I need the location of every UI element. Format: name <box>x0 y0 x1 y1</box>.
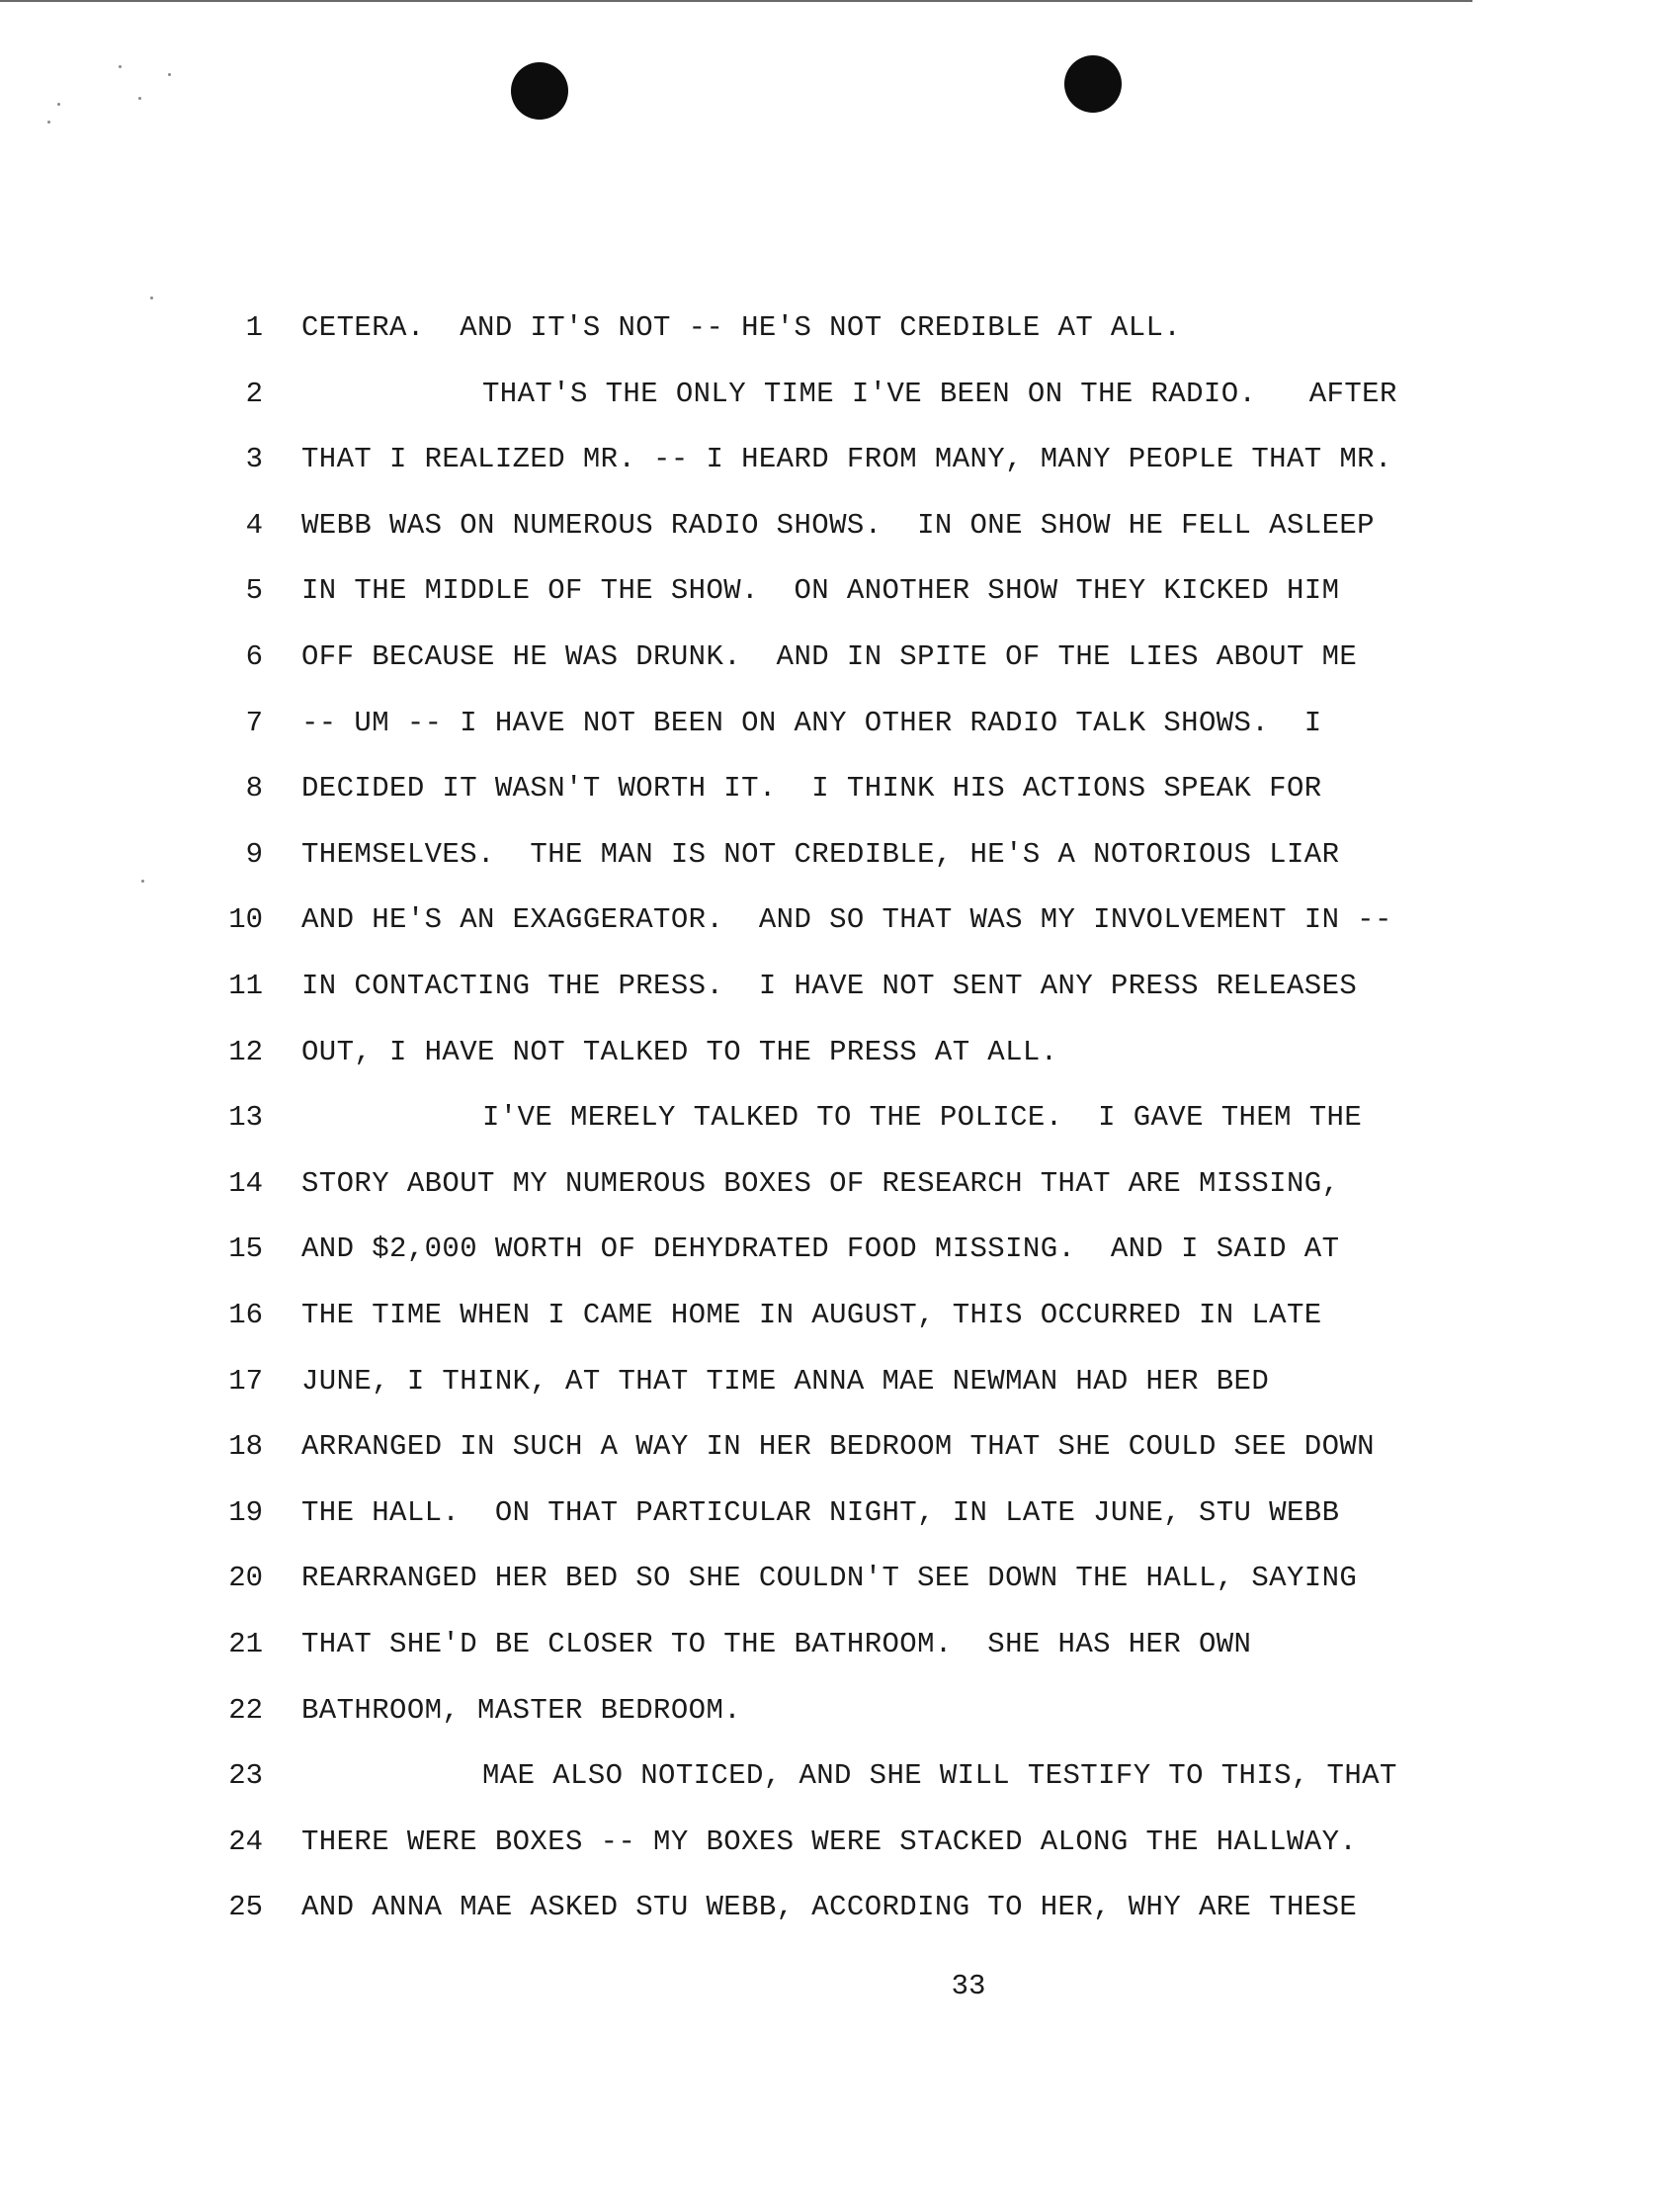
line-text: WEBB WAS ON NUMEROUS RADIO SHOWS. IN ONE SHOW HE FELL ASLEEP <box>301 508 1375 542</box>
transcript-line <box>0 1286 1680 1345</box>
line-number: 18 <box>228 1430 263 1464</box>
transcript-line <box>0 1878 1680 1937</box>
line-text: I'VE MERELY TALKED TO THE POLICE. I GAVE THEM THE <box>482 1101 1363 1135</box>
transcript-line <box>0 628 1680 687</box>
line-text: MAE ALSO NOTICED, AND SHE WILL TESTIFY TO THIS, THAT <box>482 1759 1397 1793</box>
line-number: 21 <box>228 1628 263 1660</box>
line-text: DECIDED IT WASN'T WORTH IT. I THINK HIS ACTIONS SPEAK FOR <box>301 772 1322 806</box>
transcript-line <box>0 1615 1680 1674</box>
line-number: 14 <box>228 1166 263 1200</box>
transcript-line <box>0 1023 1680 1082</box>
page-number: 33 <box>951 1970 986 2002</box>
transcript-line <box>0 825 1680 885</box>
line-text: AND $2,000 WORTH OF DEHYDRATED FOOD MISSING. AND I SAID AT <box>301 1232 1340 1266</box>
line-text: JUNE, I THINK, AT THAT TIME ANNA MAE NEWMAN HAD HER BED <box>301 1364 1270 1398</box>
line-number: 9 <box>245 837 263 871</box>
line-number: 7 <box>245 706 263 739</box>
line-text: THEMSELVES. THE MAN IS NOT CREDIBLE, HE'S A NOTORIOUS LIAR <box>301 837 1340 871</box>
line-number: 20 <box>228 1562 263 1595</box>
transcript-line <box>0 1352 1680 1411</box>
line-text: REARRANGED HER BED SO SHE COULDN'T SEE DOWN THE HALL, SAYING <box>301 1562 1358 1595</box>
line-number: 24 <box>228 1825 263 1858</box>
transcript-line <box>0 1549 1680 1608</box>
line-text: CETERA. AND IT'S NOT -- HE'S NOT CREDIBLE AT ALL. <box>301 311 1182 344</box>
transcript-line <box>0 1813 1680 1872</box>
line-text: THAT'S THE ONLY TIME I'VE BEEN ON THE RADIO. AFTER <box>482 377 1397 410</box>
transcript-line <box>0 891 1680 950</box>
line-text: IN THE MIDDLE OF THE SHOW. ON ANOTHER SHOW THEY KICKED HIM <box>301 574 1340 608</box>
transcript-line <box>0 1417 1680 1477</box>
transcript-line <box>0 496 1680 555</box>
line-number: 19 <box>228 1495 263 1529</box>
line-number: 17 <box>228 1364 263 1398</box>
line-number: 5 <box>245 574 263 608</box>
line-number: 1 <box>245 311 263 344</box>
transcript-line <box>0 365 1680 424</box>
transcript-line <box>0 1484 1680 1543</box>
line-text: AND HE'S AN EXAGGERATOR. AND SO THAT WAS MY INVOLVEMENT IN -- <box>301 903 1392 937</box>
transcript-line <box>0 957 1680 1016</box>
line-text: IN CONTACTING THE PRESS. I HAVE NOT SENT ANY PRESS RELEASES <box>301 970 1358 1002</box>
line-number: 10 <box>228 903 263 937</box>
line-number: 23 <box>228 1759 263 1793</box>
line-text: THE HALL. ON THAT PARTICULAR NIGHT, IN LATE JUNE, STU WEBB <box>301 1495 1340 1529</box>
transcript-line <box>0 694 1680 753</box>
line-number: 13 <box>228 1101 263 1135</box>
line-text: OUT, I HAVE NOT TALKED TO THE PRESS AT ALL. <box>301 1035 1058 1068</box>
line-text: THERE WERE BOXES -- MY BOXES WERE STACKED ALONG THE HALLWAY. <box>301 1825 1358 1858</box>
line-number: 15 <box>228 1232 263 1266</box>
transcript-line <box>0 1681 1680 1740</box>
line-text: BATHROOM, MASTER BEDROOM. <box>301 1693 742 1727</box>
transcript-line <box>0 430 1680 489</box>
transcript-line <box>0 759 1680 818</box>
transcript-line <box>0 561 1680 621</box>
line-number: 25 <box>228 1891 263 1924</box>
transcript-line <box>0 1154 1680 1214</box>
line-text: THAT SHE'D BE CLOSER TO THE BATHROOM. SHE HAS HER OWN <box>301 1628 1252 1660</box>
line-number: 2 <box>245 377 263 410</box>
line-text: -- UM -- I HAVE NOT BEEN ON ANY OTHER RADIO TALK SHOWS. I <box>301 706 1322 739</box>
line-text: THAT I REALIZED MR. -- I HEARD FROM MANY, MANY PEOPLE THAT MR. <box>301 443 1392 476</box>
line-number: 11 <box>228 970 263 1002</box>
line-number: 12 <box>228 1035 263 1068</box>
transcript-line <box>0 1088 1680 1147</box>
line-number: 3 <box>245 443 263 476</box>
line-number: 4 <box>245 508 263 542</box>
transcript-line <box>0 1746 1680 1806</box>
line-text: ARRANGED IN SUCH A WAY IN HER BEDROOM THAT SHE COULD SEE DOWN <box>301 1430 1375 1464</box>
line-number: 22 <box>228 1693 263 1727</box>
line-text: AND ANNA MAE ASKED STU WEBB, ACCORDING TO HER, WHY ARE THESE <box>301 1891 1358 1924</box>
transcript-line <box>0 1220 1680 1279</box>
line-number: 16 <box>228 1299 263 1331</box>
line-number: 6 <box>245 640 263 673</box>
line-text: OFF BECAUSE HE WAS DRUNK. AND IN SPITE OF THE LIES ABOUT ME <box>301 640 1358 673</box>
transcript-line <box>0 298 1680 358</box>
line-text: THE TIME WHEN I CAME HOME IN AUGUST, THIS OCCURRED IN LATE <box>301 1299 1322 1331</box>
line-text: STORY ABOUT MY NUMEROUS BOXES OF RESEARCH THAT ARE MISSING, <box>301 1166 1340 1200</box>
line-number: 8 <box>245 772 263 806</box>
